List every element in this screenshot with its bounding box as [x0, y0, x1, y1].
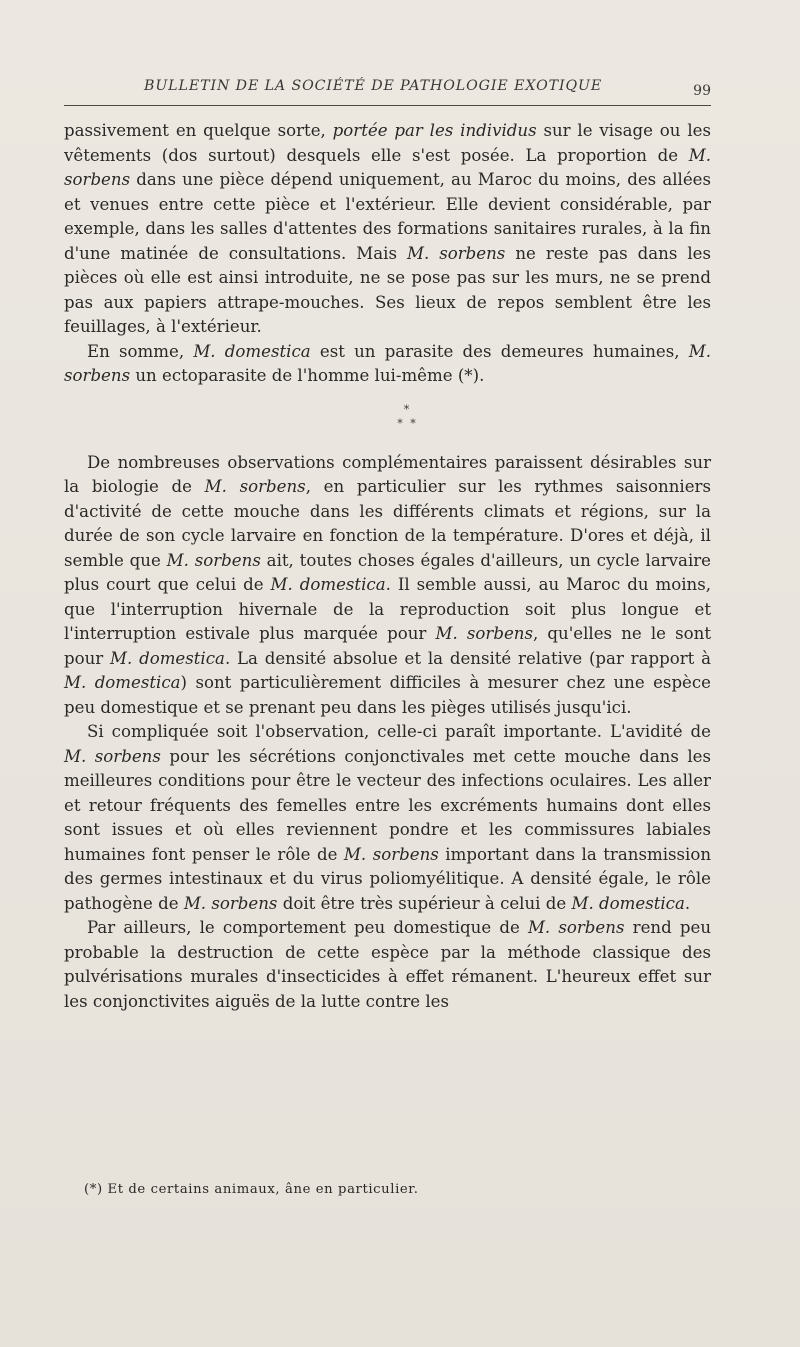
italic-run: M. sorbens — [64, 145, 711, 189]
italic-run: M. domestica — [571, 893, 685, 913]
separator-bottom: * * — [397, 416, 416, 430]
italic-run: M. sorbens — [343, 844, 439, 864]
running-title: BULLETIN DE LA SOCIÉTÉ DE PATHOLOGIE EXOTIQUE — [144, 78, 603, 94]
italic-run: M. domestica — [270, 575, 386, 594]
italic-run: M. sorbens — [406, 243, 506, 263]
text-run: Si compliquée soit l'observation, celle-ci paraît importante. L'avidité de — [87, 722, 711, 741]
separator-top: * — [403, 402, 410, 416]
text-run: Par ailleurs, le comportement peu domestique de — [87, 918, 528, 937]
paragraph — [64, 340, 711, 389]
running-header — [64, 78, 711, 100]
text-run: sur le visage ou les vêtements (dos surtout) desquels elle s'est posée. La proportion de — [64, 121, 711, 165]
text-run: . Il semble aussi, au Maroc du moins, que l'interruption hivernale de la reproduction soit plus longue et l'interruption estivale plus marquée pour — [64, 575, 711, 643]
text-run: un ectoparasite de l'homme lui-même (*). — [130, 366, 485, 385]
body-text — [64, 119, 711, 1014]
text-run: ) sont particulièrement difficiles à mesurer chez une espèce peu domestique et se prenant peu dans les pièges utilisés jusqu'ici. — [64, 673, 711, 717]
italic-run: M. domestica — [193, 341, 311, 361]
italic-run: M. sorbens — [166, 550, 261, 570]
text-run: pour les sécrétions conjonctivales met cette mouche dans les meilleures conditions pour être le vecteur des infections oculaires. Les aller et retour fréquents des femelles entre les excréments humains dont elles sont issues et où elles reviennent pondre et les commissures labiales humaines font penser le rôle de — [64, 746, 712, 864]
text-run: dans une pièce dépend uniquement, au Maroc du moins, des allées et venues entre cette pièce et l'extérieur. Elle devient considérable, par exemple, dans les salles d'attentes des formations sanitaires rurales, à la fin d'une matinée de consultations. Mais — [64, 170, 711, 263]
page-number: 99 — [693, 83, 711, 99]
text-run: passivement en quelque sorte, — [64, 121, 333, 140]
paragraph — [64, 119, 711, 340]
text-run: , qu'elles ne le sont pour — [64, 624, 711, 668]
text-run: rend peu probable la destruction de cette espèce par la méthode classique des pulvérisations murales d'insecticides à effet rémanent. L'heureux effet sur les conjonctivites aiguës de la lutte contre les — [64, 918, 711, 1011]
italic-run: M. domestica — [110, 648, 225, 668]
text-run: ne reste pas dans les pièces où elle est ainsi introduite, ne se pose pas sur les murs, ne se prend pas aux papiers attrape-mouches. Ses lieux de repos semblent être les feuillages, à l'extérieur. — [64, 243, 712, 336]
text-run: . — [684, 893, 691, 913]
footnote: (*) Et de certains animaux, âne en particulier. — [84, 1182, 419, 1197]
text-run: important dans la transmission des germes intestinaux et du virus poliomyélitique. A densité égale, le rôle pathogène de — [64, 844, 712, 913]
text-run: doit être très supérieur à celui de — [277, 893, 572, 913]
italic-run: M. sorbens — [183, 893, 278, 913]
text-run: De nombreuses observations complémentaires paraissent désirables sur la biologie de — [64, 452, 711, 496]
text-run: En somme, — [87, 341, 194, 361]
italic-run: M. sorbens — [204, 477, 306, 496]
text-run: , en particulier sur les rythmes saisonniers d'activité de cette mouche dans les différents climats et régions, sur la durée de son cycle larvaire en fonction de la température. D'ores et déjà, il semble que — [64, 477, 711, 570]
italic-run: M. domestica — [64, 673, 181, 692]
section-separator — [64, 403, 711, 431]
paragraph — [64, 451, 711, 721]
italic-run: M. sorbens — [64, 746, 161, 766]
header-rule — [64, 105, 711, 106]
italic-run: portée par les individus — [332, 121, 537, 140]
text-run: est un parasite des demeures humaines, — [310, 341, 689, 361]
text-run: ait, toutes choses égales d'ailleurs, un cycle larvaire plus court que celui de — [64, 550, 712, 594]
italic-run: M. sorbens — [527, 918, 625, 937]
text-run: . La densité absolue et la densité relative (par rapport à — [224, 648, 712, 668]
italic-run: M. sorbens — [435, 624, 533, 643]
paragraph — [64, 916, 711, 1014]
italic-run: M. sorbens — [64, 341, 711, 385]
paragraph — [64, 720, 711, 916]
